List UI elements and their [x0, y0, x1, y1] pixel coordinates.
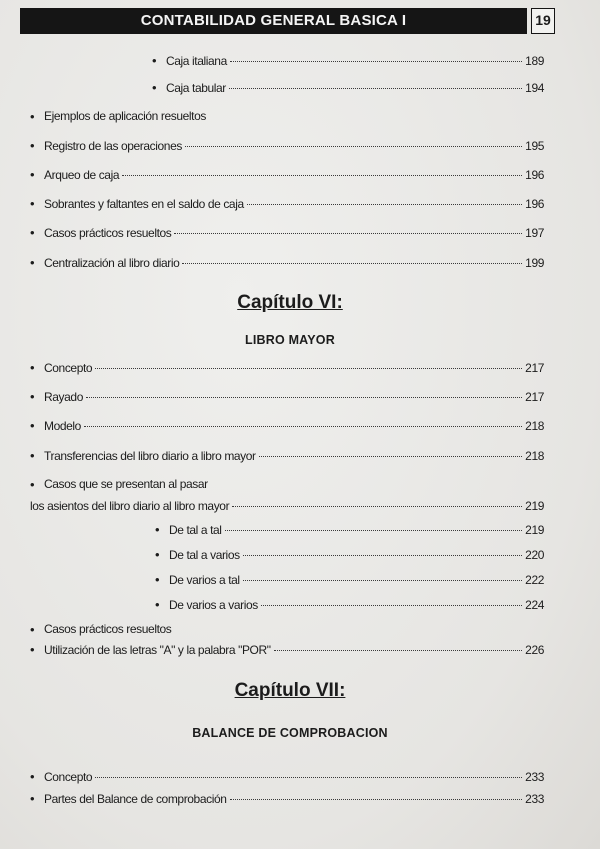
dot-leader: [122, 175, 522, 176]
bullet-icon: •: [30, 622, 35, 637]
dot-leader: [185, 146, 522, 147]
dot-leader: [243, 555, 522, 556]
dot-leader: [95, 368, 522, 369]
toc-entry: [152, 53, 544, 71]
toc-label: De tal a tal: [169, 523, 222, 537]
toc-entry: [155, 522, 544, 540]
toc-entry: [30, 418, 544, 436]
bullet-icon: •: [30, 477, 35, 492]
bullet-icon: •: [30, 642, 35, 657]
toc-label: Casos prácticos resueltos: [44, 226, 172, 240]
toc-label: Casos que se presentan al pasar: [44, 477, 208, 491]
bullet-icon: •: [30, 255, 35, 270]
toc-entry: [30, 255, 544, 273]
toc-label: Utilización de las letras "A" y la palabra "POR": [44, 643, 271, 657]
running-header: [20, 8, 527, 34]
toc-entry: [152, 80, 544, 98]
dot-leader: [230, 61, 522, 62]
dot-leader: [259, 456, 523, 457]
bullet-icon: •: [30, 167, 35, 182]
toc-entry: [30, 138, 544, 156]
dot-leader: [95, 777, 522, 778]
bullet-icon: •: [30, 360, 35, 375]
chapter-title: Capítulo VI:: [237, 292, 343, 313]
toc-page: 219: [525, 499, 544, 513]
bullet-icon: •: [30, 196, 35, 211]
dot-leader: [274, 650, 523, 651]
bullet-icon: •: [155, 522, 160, 537]
toc-page: 194: [525, 81, 544, 95]
toc-page: 199: [525, 256, 544, 270]
toc-page: 233: [525, 792, 544, 806]
toc-page: 196: [525, 197, 544, 211]
toc-entry: [30, 791, 544, 809]
toc-page: 218: [525, 449, 544, 463]
page-number-text: 19: [535, 12, 551, 28]
toc-entry-line2: [30, 499, 544, 517]
bullet-icon: •: [30, 418, 35, 433]
toc-entry-line1: [30, 477, 208, 492]
chapter-title: Capítulo VII:: [234, 680, 346, 701]
toc-page: 197: [525, 226, 544, 240]
toc-entry: [30, 196, 544, 214]
header-title: CONTABILIDAD GENERAL BASICA I: [140, 12, 407, 29]
toc-entry: [155, 572, 544, 590]
toc-label: Concepto: [44, 770, 93, 784]
toc-label: Concepto: [44, 361, 93, 375]
toc-entry: [155, 547, 544, 565]
dot-leader: [86, 397, 522, 398]
dot-leader: [174, 233, 522, 234]
bullet-icon: •: [152, 80, 157, 95]
toc-page: 217: [525, 361, 544, 375]
dot-leader: [232, 506, 522, 507]
bullet-icon: •: [30, 389, 35, 404]
bullet-icon: •: [155, 572, 160, 587]
bullet-icon: •: [155, 597, 160, 612]
bullet-icon: •: [30, 138, 35, 153]
dot-leader: [225, 530, 523, 531]
toc-label: Casos prácticos resueltos: [44, 622, 172, 636]
bullet-icon: •: [152, 53, 157, 68]
toc-page: 220: [525, 548, 544, 562]
toc-page: 224: [525, 598, 544, 612]
toc-label: Registro de las operaciones: [44, 139, 182, 153]
dot-leader: [84, 426, 522, 427]
toc-page: 196: [525, 168, 544, 182]
toc-label: Modelo: [44, 419, 81, 433]
toc-entry: [30, 448, 544, 466]
toc-heading: [30, 622, 171, 637]
toc-page: 219: [525, 523, 544, 537]
toc-page: 233: [525, 770, 544, 784]
toc-label: Caja italiana: [166, 54, 227, 68]
bullet-icon: •: [155, 547, 160, 562]
toc-label: Arqueo de caja: [44, 168, 120, 182]
bullet-icon: •: [30, 769, 35, 784]
bullet-icon: •: [30, 225, 35, 240]
toc-label: Caja tabular: [166, 81, 226, 95]
toc-page: 195: [525, 139, 544, 153]
toc-entry: [30, 167, 544, 185]
toc-entry: [30, 642, 544, 660]
toc-page: 218: [525, 419, 544, 433]
toc-entry: [30, 225, 544, 243]
chapter-subtitle: BALANCE DE COMPROBACION: [192, 726, 388, 740]
toc-entry: [30, 389, 544, 407]
bullet-icon: •: [30, 448, 35, 463]
toc-page: 189: [525, 54, 544, 68]
dot-leader: [182, 263, 522, 264]
toc-page: 217: [525, 390, 544, 404]
dot-leader: [229, 88, 522, 89]
toc-heading: [30, 109, 206, 124]
toc-entry: [30, 769, 544, 787]
dot-leader: [261, 605, 522, 606]
toc-page: 226: [525, 643, 544, 657]
toc-label: Ejemplos de aplicación resueltos: [44, 109, 206, 123]
toc-label: los asientos del libro diario al libro mayor: [30, 499, 230, 513]
toc-label: De varios a tal: [169, 573, 240, 587]
page-number: [531, 8, 555, 34]
toc-page: 222: [525, 573, 544, 587]
toc-label: Centralización al libro diario: [44, 256, 180, 270]
toc-label: De varios a varios: [169, 598, 258, 612]
chapter-subtitle: LIBRO MAYOR: [245, 333, 335, 347]
toc-entry: [155, 597, 544, 615]
dot-leader: [247, 204, 522, 205]
toc-label: De tal a varios: [169, 548, 240, 562]
toc-label: Rayado: [44, 390, 83, 404]
dot-leader: [230, 799, 523, 800]
toc-label: Transferencias del libro diario a libro mayor: [44, 449, 256, 463]
toc-entry: [30, 360, 544, 378]
bullet-icon: •: [30, 791, 35, 806]
toc-label: Partes del Balance de comprobación: [44, 792, 227, 806]
toc-label: Sobrantes y faltantes en el saldo de caja: [44, 197, 244, 211]
bullet-icon: •: [30, 109, 35, 124]
dot-leader: [243, 580, 522, 581]
